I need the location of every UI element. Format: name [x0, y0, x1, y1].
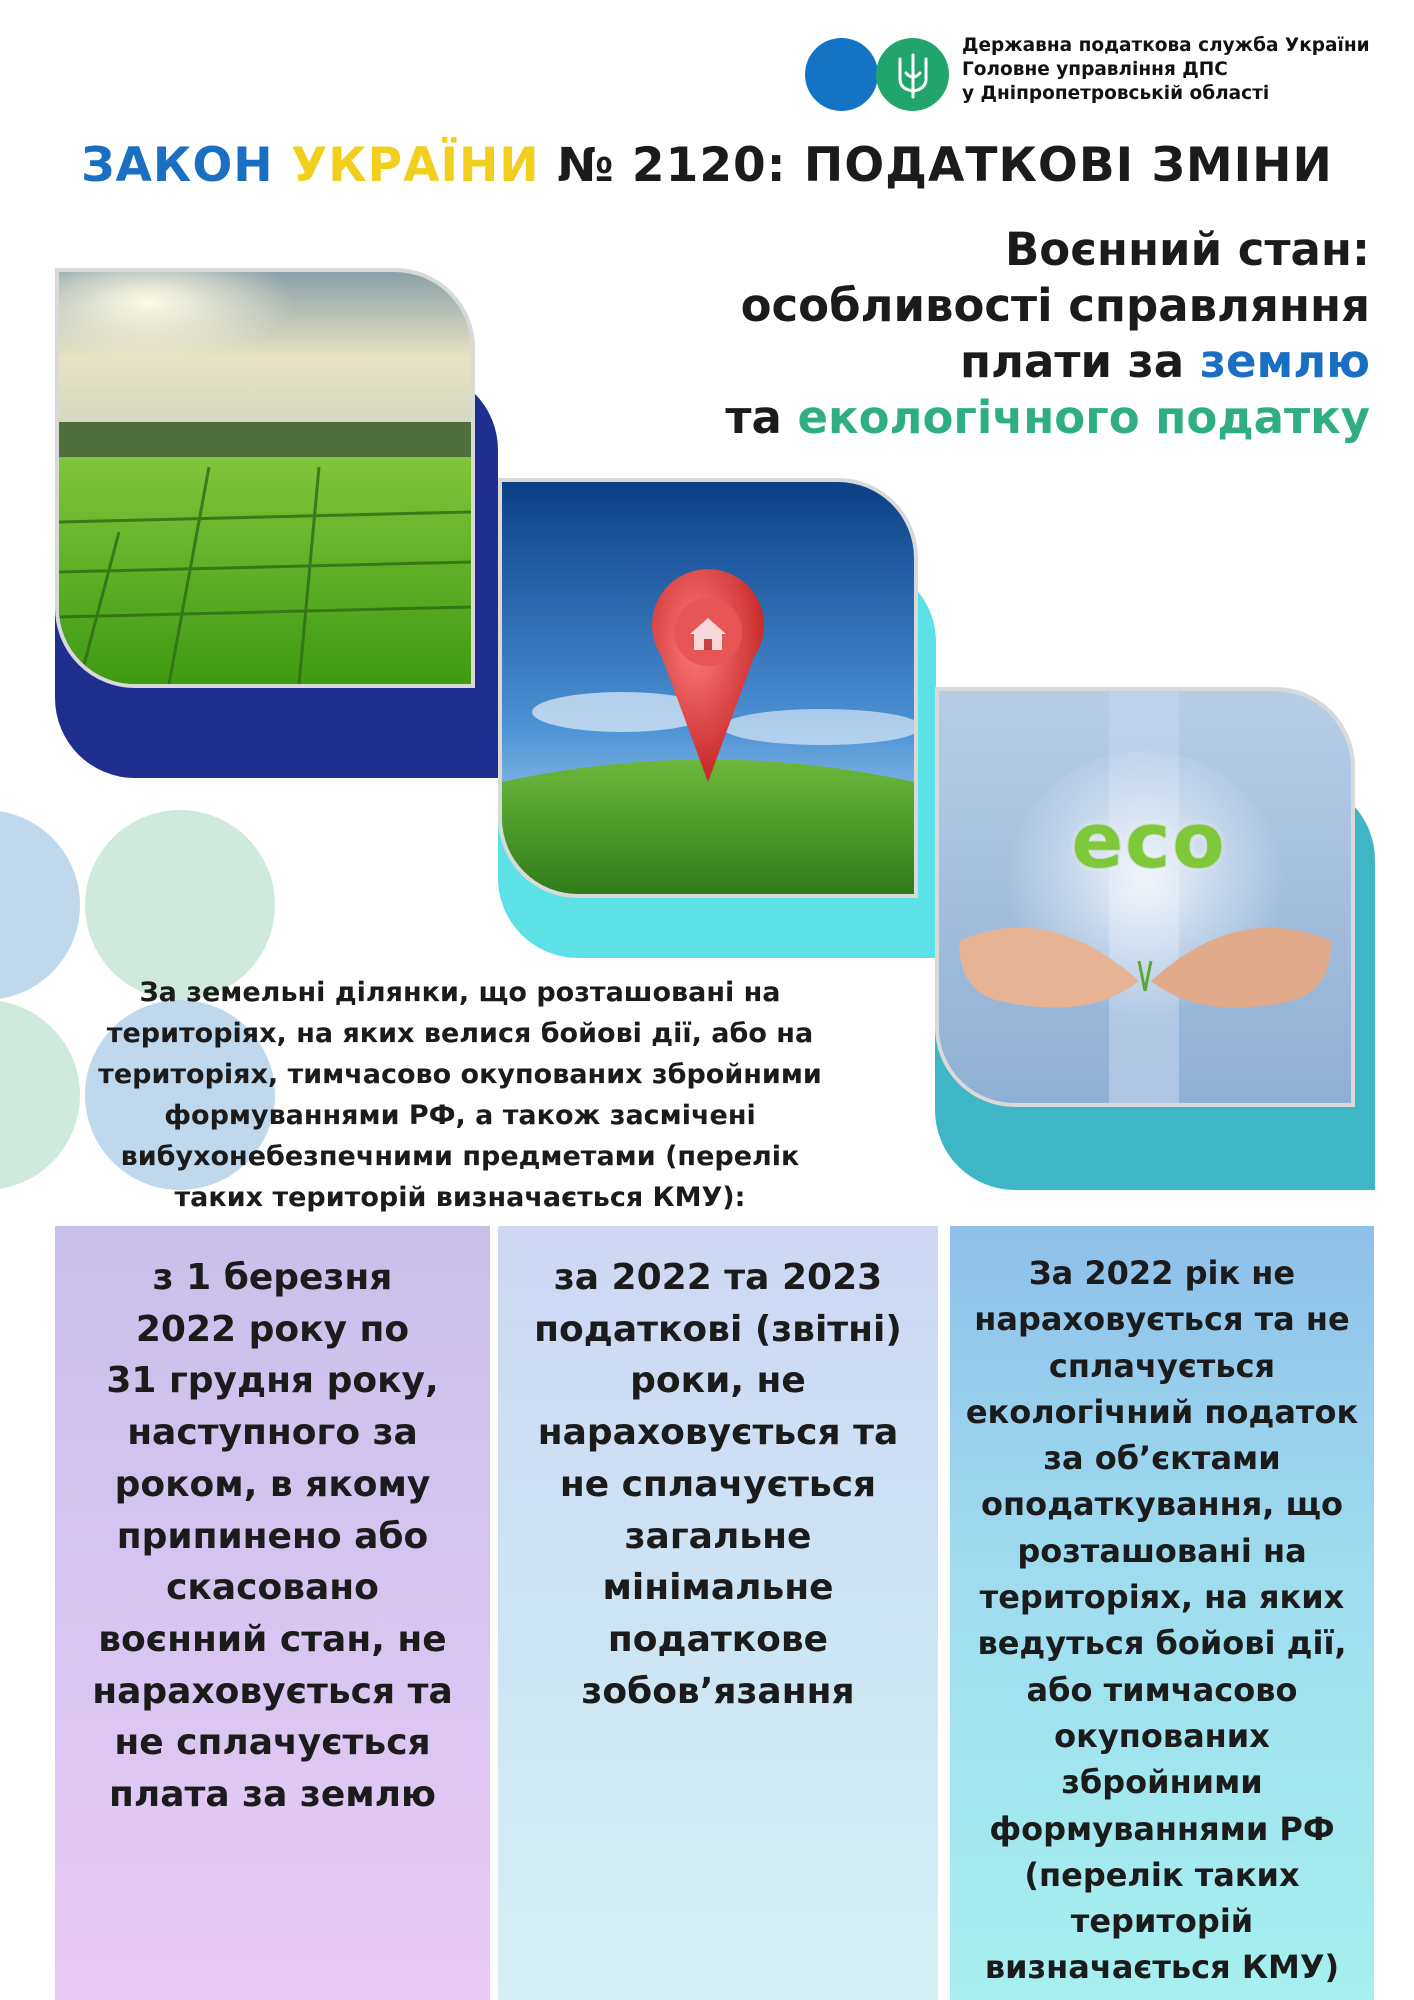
- column-line: формуваннями РФ: [989, 1809, 1335, 1848]
- photo-green-fields: [55, 268, 475, 688]
- column-line: роком, в якому: [114, 1463, 431, 1505]
- column-line: наступного за: [127, 1412, 418, 1454]
- page-title: [0, 138, 1414, 193]
- minimum-tax-column: [498, 1226, 938, 2000]
- logo-green-circle: [876, 38, 949, 111]
- column-line: територій: [1070, 1902, 1254, 1941]
- subtitle-line-3-prefix: плати за: [959, 335, 1185, 388]
- title-part-number: № 2120: ПОДАТКОВІ ЗМІНИ: [557, 138, 1333, 193]
- column-line: екологічний податок: [965, 1392, 1359, 1431]
- column-line: оподаткування, що: [981, 1485, 1343, 1524]
- column-line: нараховується та не: [974, 1300, 1350, 1339]
- column-line: з 1 березня: [152, 1257, 393, 1298]
- column-line: окупованих: [1054, 1716, 1270, 1755]
- title-part-ukraine: УКРАЇНИ: [291, 138, 540, 193]
- intro-line: За земельні ділянки, що розташовані на: [139, 977, 781, 1008]
- subtitle: [725, 222, 1370, 446]
- subtitle-line-4-prefix: та: [725, 391, 782, 444]
- column-line: не сплачується: [559, 1463, 877, 1505]
- subtitle-land-highlight: землю: [1199, 335, 1370, 388]
- subtitle-eco-highlight: екологічного податку: [797, 391, 1370, 444]
- column-line: не сплачується: [114, 1722, 431, 1764]
- column-line: зобов’язання: [581, 1670, 855, 1712]
- intro-line: формуваннями РФ, а також засмічені: [164, 1100, 756, 1131]
- logo-blue-circle: [805, 38, 878, 111]
- location-pin-icon: [502, 482, 914, 894]
- subtitle-line-4: [725, 390, 1370, 446]
- trident-icon: [894, 51, 932, 99]
- intro-line: територіях, тимчасово окупованих збройними: [98, 1059, 822, 1090]
- subtitle-line-2: особливості справляння: [740, 279, 1370, 332]
- column-line: (перелік таких: [1024, 1855, 1300, 1894]
- eco-text-graphic: eco: [1071, 796, 1227, 885]
- column-line: припинено або: [116, 1515, 429, 1557]
- ecological-tax-column: [950, 1226, 1374, 2000]
- column-line: 2022 року по: [135, 1308, 410, 1350]
- column-line: плата за землю: [108, 1774, 437, 1816]
- column-line: податкові (звітні): [534, 1308, 902, 1350]
- intro-line: територіях, на яких велися бойові дії, або на: [106, 1018, 814, 1049]
- photo-eco-hands: [935, 687, 1355, 1107]
- organization-name: [962, 34, 1370, 106]
- column-line: скасовано: [166, 1567, 379, 1609]
- column-line: збройними: [1061, 1763, 1263, 1802]
- photo-location-pin: [498, 478, 918, 898]
- column-line: роки, не: [630, 1360, 806, 1402]
- column-line: За 2022 рік не: [1028, 1254, 1296, 1292]
- column-line: мінімальне: [602, 1567, 834, 1609]
- column-line: нараховується та: [537, 1412, 899, 1454]
- intro-line: таких територій визначається КМУ):: [174, 1182, 746, 1213]
- intro-paragraph: [60, 972, 860, 1218]
- column-line: за 2022 та 2023: [553, 1257, 883, 1298]
- org-line-3: у Дніпропетровській області: [962, 83, 1270, 104]
- column-line: або тимчасово: [1026, 1670, 1298, 1709]
- column-line: сплачується: [1048, 1346, 1276, 1385]
- column-line: розташовані на: [1017, 1531, 1307, 1570]
- column-line: ведуться бойові дії,: [977, 1624, 1347, 1663]
- column-line: загальне: [624, 1515, 812, 1557]
- column-line: податкове: [607, 1618, 829, 1660]
- column-line: нараховується та: [92, 1670, 453, 1712]
- column-line: 31 грудня року,: [106, 1360, 439, 1402]
- title-part-law: ЗАКОН: [81, 138, 274, 193]
- column-line: за об’єктами: [1043, 1439, 1281, 1478]
- fields-landscape-icon: [59, 272, 471, 684]
- intro-line: вибухонебезпечними предметами (перелік: [120, 1141, 800, 1172]
- subtitle-line-3: [725, 334, 1370, 390]
- land-fee-column: [55, 1226, 490, 2000]
- org-line-1: Державна податкова служба України: [962, 35, 1370, 56]
- column-line: територіях, на яких: [979, 1578, 1345, 1617]
- subtitle-line-1: Воєнний стан:: [1004, 223, 1370, 276]
- column-line: визначається КМУ): [984, 1948, 1340, 1987]
- column-line: воєнний стан, не: [98, 1618, 447, 1660]
- org-line-2: Головне управління ДПС: [962, 59, 1228, 80]
